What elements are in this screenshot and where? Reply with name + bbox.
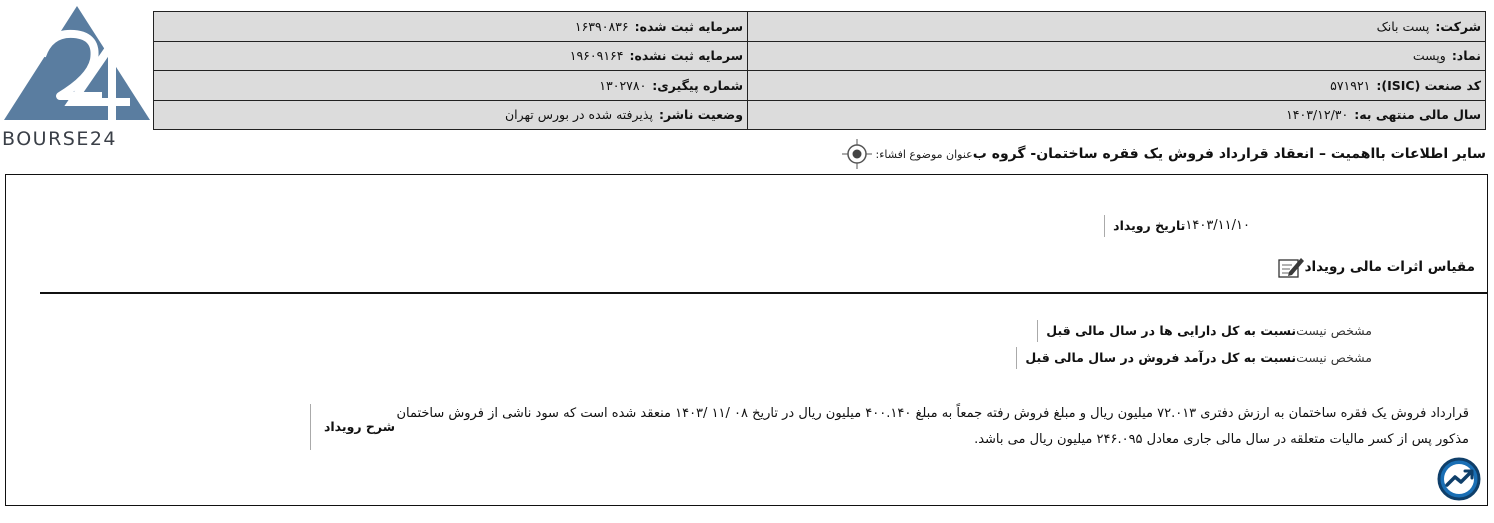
section-title: مقیاس اثرات مالی رویداد	[1304, 259, 1475, 275]
company-info-table	[153, 11, 1486, 130]
logo-text: BOURSE24	[2, 128, 118, 150]
registered-capital-cell: سرمایه ثبت شده:۱۶۳۹۰۸۳۶	[154, 12, 748, 42]
revenue-ratio-value: مشخص نیست	[1296, 350, 1372, 365]
event-date-value: ۱۴۰۳/۱۱/۱۰	[1185, 218, 1250, 233]
isic-code-cell: کد صنعت (ISIC):۵۷۱۹۲۱	[748, 71, 1486, 101]
table-row	[154, 41, 1486, 71]
symbol-cell: نماد:وپست	[748, 41, 1486, 71]
event-date-label: تاریخ رویداد	[1104, 215, 1185, 237]
table-row	[154, 12, 1486, 42]
assets-ratio-row	[1037, 320, 1380, 342]
trend-badge-icon	[1437, 457, 1481, 501]
tracking-number-cell: شماره پیگیری:۱۳۰۲۷۸۰	[154, 71, 748, 101]
company-name-cell: شرکت:پست بانک	[748, 12, 1486, 42]
event-date-row	[1104, 215, 1284, 237]
financial-impact-heading	[1273, 255, 1475, 279]
event-description-row	[310, 401, 1475, 453]
event-details-panel	[5, 174, 1488, 506]
bourse24-logo	[2, 4, 152, 148]
disclosure-subject	[836, 139, 1486, 169]
target-icon	[842, 139, 872, 169]
description-line: قرارداد فروش یک فقره ساختمان به ارزش دفتری ۷۲.۰۱۳ میلیون ریال و مبلغ فروش رفته جمعاً به مبلغ ۴۰۰.۱۴۰ میلیون ریال در تاریخ ۰۸ /۱۱ /۱۴۰۳ منعقد شده است که سود ناشی از فروش ساختمان	[396, 406, 1469, 421]
subject-label: عنوان موضوع افشاء:	[875, 147, 973, 161]
assets-ratio-value: مشخص نیست	[1296, 323, 1372, 338]
fiscal-year-cell: سال مالی منتهی به:۱۴۰۳/۱۲/۳۰	[748, 100, 1486, 130]
subject-title: سایر اطلاعات بااهمیت – انعقاد قرارداد فروش یک فقره ساختمان- گروه ب	[972, 146, 1486, 162]
publisher-status-cell: وضعیت ناشر:پذیرفته شده در بورس تهران	[154, 100, 748, 130]
revenue-ratio-row	[1016, 347, 1380, 369]
logo-mark-icon	[2, 4, 152, 128]
unregistered-capital-cell: سرمایه ثبت نشده:۱۹۶۰۹۱۶۴	[154, 41, 748, 71]
assets-ratio-label: نسبت به کل دارایی ها در سال مالی قبل	[1037, 320, 1296, 342]
event-description-label: شرح رویداد	[310, 404, 395, 450]
edit-icon	[1277, 255, 1305, 279]
event-description-text	[395, 401, 1475, 453]
section-divider	[40, 292, 1487, 294]
table-row	[154, 100, 1486, 130]
description-line: مذکور پس از کسر مالیات متعلقه در سال مالی جاری معادل ۲۴۶.۰۹۵ میلیون ریال می باشد.	[974, 432, 1469, 447]
table-row	[154, 71, 1486, 101]
revenue-ratio-label: نسبت به کل درآمد فروش در سال مالی قبل	[1016, 347, 1296, 369]
